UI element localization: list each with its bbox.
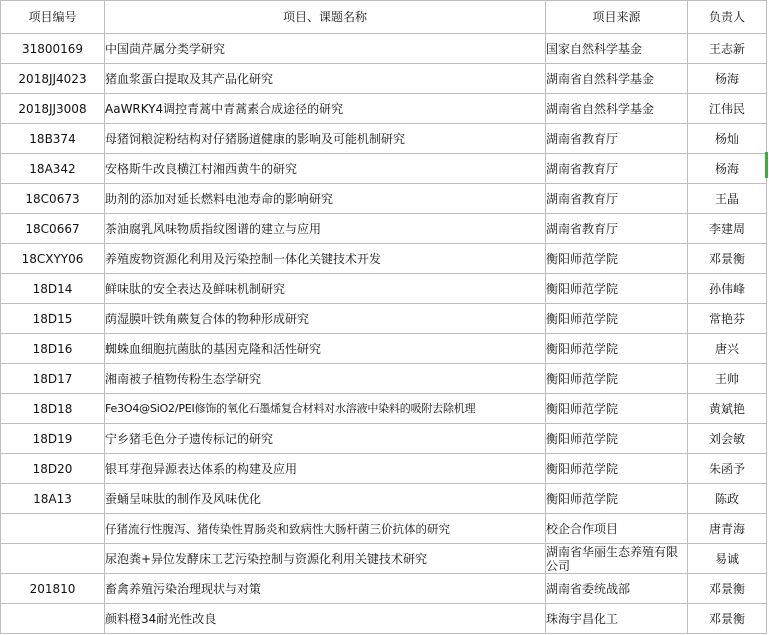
cell-owner[interactable]: 邓景衡 (688, 574, 767, 604)
cell-source[interactable]: 湖南省教育厅 (546, 214, 688, 244)
cell-name[interactable]: 畜禽养殖污染治理现状与对策 (105, 574, 546, 604)
cell-code[interactable]: 18D17 (1, 364, 105, 394)
table-row (1, 514, 767, 544)
table-row (1, 124, 767, 154)
cell-name[interactable]: 蜘蛛血细胞抗菌肽的基因克隆和活性研究 (105, 334, 546, 364)
table-row (1, 214, 767, 244)
cell-name[interactable]: 仔猪流行性腹泻、猪传染性胃肠炎和致病性大肠杆菌三价抗体的研究 (105, 514, 546, 544)
cell-source[interactable]: 衡阳师范学院 (546, 394, 688, 424)
header-code[interactable]: 项目编号 (1, 1, 105, 34)
cell-source[interactable]: 衡阳师范学院 (546, 334, 688, 364)
table-row (1, 334, 767, 364)
cell-owner[interactable]: 邓景衡 (688, 244, 767, 274)
cell-source[interactable]: 衡阳师范学院 (546, 424, 688, 454)
table-row (1, 244, 767, 274)
cell-code[interactable]: 18D16 (1, 334, 105, 364)
cell-name[interactable]: 宁乡猪毛色分子遗传标记的研究 (105, 424, 546, 454)
cell-owner[interactable]: 杨海 (688, 154, 767, 184)
header-name[interactable]: 项目、课题名称 (105, 1, 546, 34)
cell-owner[interactable]: 邓景衡 (688, 604, 767, 634)
table-row (1, 64, 767, 94)
cell-source[interactable]: 衡阳师范学院 (546, 304, 688, 334)
cell-name[interactable]: 猪血浆蛋白提取及其产品化研究 (105, 64, 546, 94)
cell-code[interactable]: 18D20 (1, 454, 105, 484)
cell-code[interactable]: 18A13 (1, 484, 105, 514)
cell-name[interactable]: 中国茴芹属分类学研究 (105, 34, 546, 64)
cell-name[interactable]: AaWRKY4调控青蒿中青蒿素合成途径的研究 (105, 94, 546, 124)
cell-code[interactable]: 18C0667 (1, 214, 105, 244)
cell-owner[interactable]: 王志新 (688, 34, 767, 64)
cell-source[interactable]: 湖南省教育厅 (546, 154, 688, 184)
table-row (1, 154, 767, 184)
cell-owner[interactable]: 江伟民 (688, 94, 767, 124)
cell-name[interactable]: 颜料橙34耐光性改良 (105, 604, 546, 634)
cell-code[interactable]: 18D18 (1, 394, 105, 424)
cell-owner[interactable]: 易诚 (688, 544, 767, 574)
cell-owner[interactable]: 孙伟峰 (688, 274, 767, 304)
cell-source[interactable]: 湖南省教育厅 (546, 184, 688, 214)
cell-name[interactable]: 银耳芽孢异源表达体系的构建及应用 (105, 454, 546, 484)
cell-code[interactable]: 18D14 (1, 274, 105, 304)
cell-name[interactable]: 蚕蛹呈味肽的制作及风味优化 (105, 484, 546, 514)
cell-name[interactable]: 助剂的添加对延长燃料电池寿命的影响研究 (105, 184, 546, 214)
cell-code[interactable]: 31800169 (1, 34, 105, 64)
table-row (1, 454, 767, 484)
cell-source[interactable]: 校企合作项目 (546, 514, 688, 544)
cell-owner[interactable]: 李建周 (688, 214, 767, 244)
table-row (1, 394, 767, 424)
table-row (1, 424, 767, 454)
cell-source[interactable]: 湖南省委统战部 (546, 574, 688, 604)
cell-code[interactable] (1, 604, 105, 634)
cell-code[interactable]: 18CXYY06 (1, 244, 105, 274)
cell-source[interactable]: 衡阳师范学院 (546, 454, 688, 484)
selection-edge-marker (765, 152, 768, 178)
header-row (1, 1, 767, 34)
table-row (1, 484, 767, 514)
cell-source[interactable]: 湖南省华丽生态养殖有限公司 (546, 544, 688, 574)
cell-owner[interactable]: 杨灿 (688, 124, 767, 154)
cell-code[interactable]: 18C0673 (1, 184, 105, 214)
cell-name[interactable]: 尿泡粪+异位发酵床工艺污染控制与资源化利用关键技术研究 (105, 544, 546, 574)
table-row (1, 574, 767, 604)
cell-code[interactable]: 201810 (1, 574, 105, 604)
cell-owner[interactable]: 王帅 (688, 364, 767, 394)
cell-source[interactable]: 衡阳师范学院 (546, 274, 688, 304)
cell-code[interactable]: 2018JJ3008 (1, 94, 105, 124)
table-row (1, 94, 767, 124)
cell-code[interactable]: 18D15 (1, 304, 105, 334)
table-row (1, 364, 767, 394)
cell-owner[interactable]: 王晶 (688, 184, 767, 214)
cell-source[interactable]: 衡阳师范学院 (546, 484, 688, 514)
cell-source[interactable]: 湖南省自然科学基金 (546, 64, 688, 94)
table-row (1, 304, 767, 334)
cell-owner[interactable]: 唐兴 (688, 334, 767, 364)
cell-name[interactable]: 安格斯牛改良横江村湘西黄牛的研究 (105, 154, 546, 184)
cell-source[interactable]: 湖南省自然科学基金 (546, 94, 688, 124)
cell-code[interactable]: 2018JJ4023 (1, 64, 105, 94)
cell-name[interactable]: 鲜味肽的安全表达及鲜味机制研究 (105, 274, 546, 304)
cell-code[interactable] (1, 514, 105, 544)
cell-owner[interactable]: 陈政 (688, 484, 767, 514)
cell-code[interactable]: 18A342 (1, 154, 105, 184)
cell-source[interactable]: 珠海宇昌化工 (546, 604, 688, 634)
cell-owner[interactable]: 唐青海 (688, 514, 767, 544)
header-source[interactable]: 项目来源 (546, 1, 688, 34)
table-row (1, 544, 767, 574)
cell-code[interactable]: 18B374 (1, 124, 105, 154)
cell-owner[interactable]: 刘会敏 (688, 424, 767, 454)
cell-code[interactable] (1, 544, 105, 574)
header-owner[interactable]: 负责人 (688, 1, 767, 34)
cell-code[interactable]: 18D19 (1, 424, 105, 454)
cell-name[interactable]: 养殖废物资源化利用及污染控制一体化关键技术开发 (105, 244, 546, 274)
table-row (1, 184, 767, 214)
cell-source[interactable]: 湖南省教育厅 (546, 124, 688, 154)
cell-owner[interactable]: 常艳芬 (688, 304, 767, 334)
cell-source[interactable]: 衡阳师范学院 (546, 244, 688, 274)
cell-name[interactable]: Fe3O4@SiO2/PEI修饰的氧化石墨烯复合材料对水溶液中染料的吸附去除机理 (105, 394, 546, 424)
cell-name[interactable]: 荫湿膜叶铁角蕨复合体的物种形成研究 (105, 304, 546, 334)
cell-source[interactable]: 国家自然科学基金 (546, 34, 688, 64)
cell-name[interactable]: 湘南被子植物传粉生态学研究 (105, 364, 546, 394)
table-row (1, 274, 767, 304)
table-row (1, 604, 767, 634)
cell-name[interactable]: 母猪饲粮淀粉结构对仔猪肠道健康的影响及可能机制研究 (105, 124, 546, 154)
cell-owner[interactable]: 朱函予 (688, 454, 767, 484)
cell-name[interactable]: 茶油腐乳风味物质指纹图谱的建立与应用 (105, 214, 546, 244)
cell-source[interactable]: 衡阳师范学院 (546, 364, 688, 394)
table-row (1, 34, 767, 64)
cell-owner[interactable]: 杨海 (688, 64, 767, 94)
cell-owner[interactable]: 黄斌艳 (688, 394, 767, 424)
